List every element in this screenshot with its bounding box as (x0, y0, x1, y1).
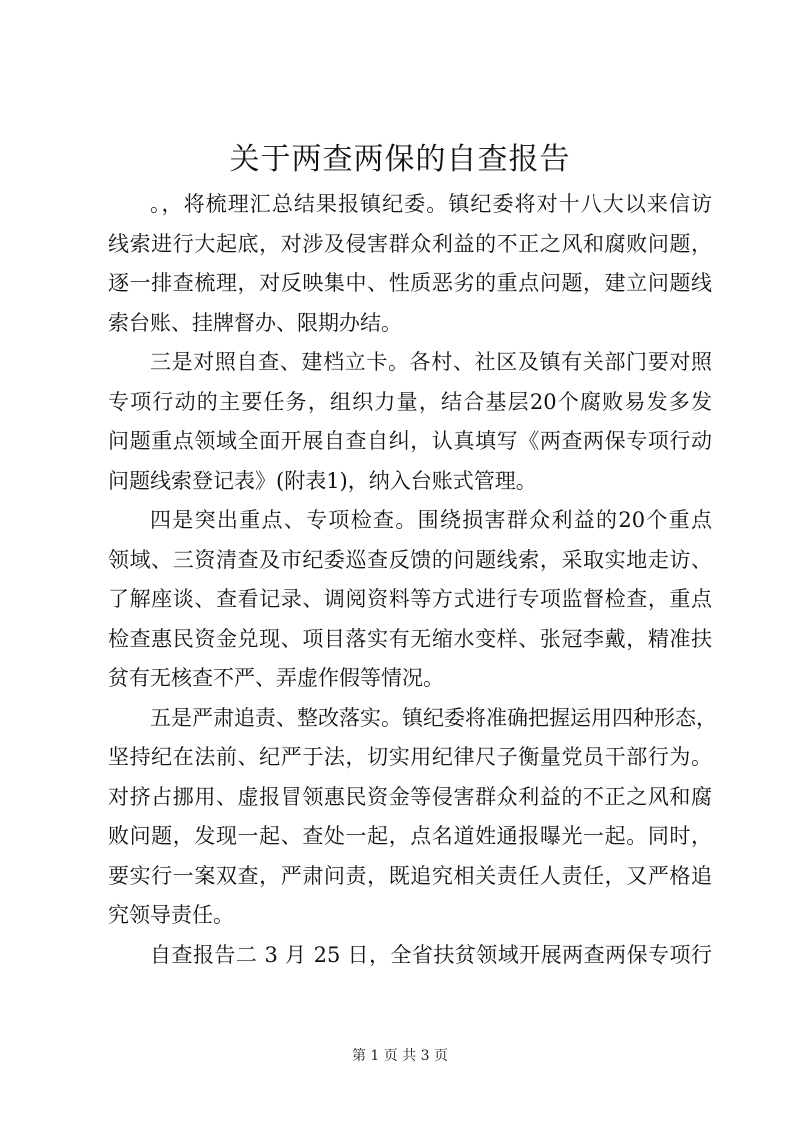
text-line: 问题线索登记表》(附表1)，纳入台账式管理。 (108, 468, 537, 493)
text-line: 线索进行大起底，对涉及侵害群众利益的不正之风和腐败问题， (108, 231, 712, 256)
text-line: 五是严肃追责、整改落实。镇纪委将准确把握运用四种形态， (150, 705, 717, 730)
page-number-footer: 第 1 页 共 3 页 (351, 1048, 449, 1064)
text-line: 专项行动的主要任务，组织力量，结合基层20个腐败易发多发 (108, 389, 712, 414)
text-line: 检查惠民资金兑现、项目落实有无缩水变样、张冠李戴，精准扶 (108, 626, 712, 651)
text-line: 败问题，发现一起、查处一起，点名道姓通报曝光一起。同时， (108, 824, 712, 848)
text-line: 四是突出重点、专项检查。围绕损害群众利益的20个重点 (150, 508, 712, 532)
text-line: 三是对照自查、建档立卡。各村、社区及镇有关部门要对照 (150, 350, 712, 374)
text-line: 贫有无核查不严、弄虚作假等情况。 (108, 666, 444, 690)
paragraph-3 (108, 501, 712, 699)
text-line: 逐一排查梳理，对反映集中、性质恶劣的重点问题，建立问题线 (108, 271, 712, 295)
text-line: 问题重点领域全面开展自查自纠，认真填写《两查两保专项行动 (108, 429, 712, 453)
paragraph-1 (108, 185, 712, 343)
text-line: 坚持纪在法前、纪严于法，切实用纪律尺子衡量党员干部行为。 (108, 745, 712, 769)
text-line: 究领导责任。 (108, 903, 234, 927)
text-line: 领域、三资清查及市纪委巡查反馈的问题线索，采取实地走访、 (108, 547, 712, 572)
text-line: 自查报告二 3 月 25 日，全省扶贫领域开展两查两保专项行 (150, 942, 712, 967)
paragraph-5 (108, 936, 712, 976)
text-line: 要实行一案双查，严肃问责，既追究相关责任人责任，又严格追 (108, 863, 712, 888)
document-title: 关于两查两保的自查报告 (229, 142, 571, 177)
text-line: 索台账、挂牌督办、限期办结。 (108, 310, 402, 335)
text-line: 对挤占挪用、虚报冒领惠民资金等侵害群众利益的不正之风和腐 (108, 784, 712, 809)
paragraph-2 (108, 343, 712, 501)
document-body (108, 185, 717, 975)
text-line: 了解座谈、查看记录、调阅资料等方式进行专项监督检查，重点 (108, 587, 712, 611)
text-line: 。，将梳理汇总结果报镇纪委。镇纪委将对十八大以来信访 (150, 192, 712, 216)
paragraph-4 (108, 699, 717, 936)
